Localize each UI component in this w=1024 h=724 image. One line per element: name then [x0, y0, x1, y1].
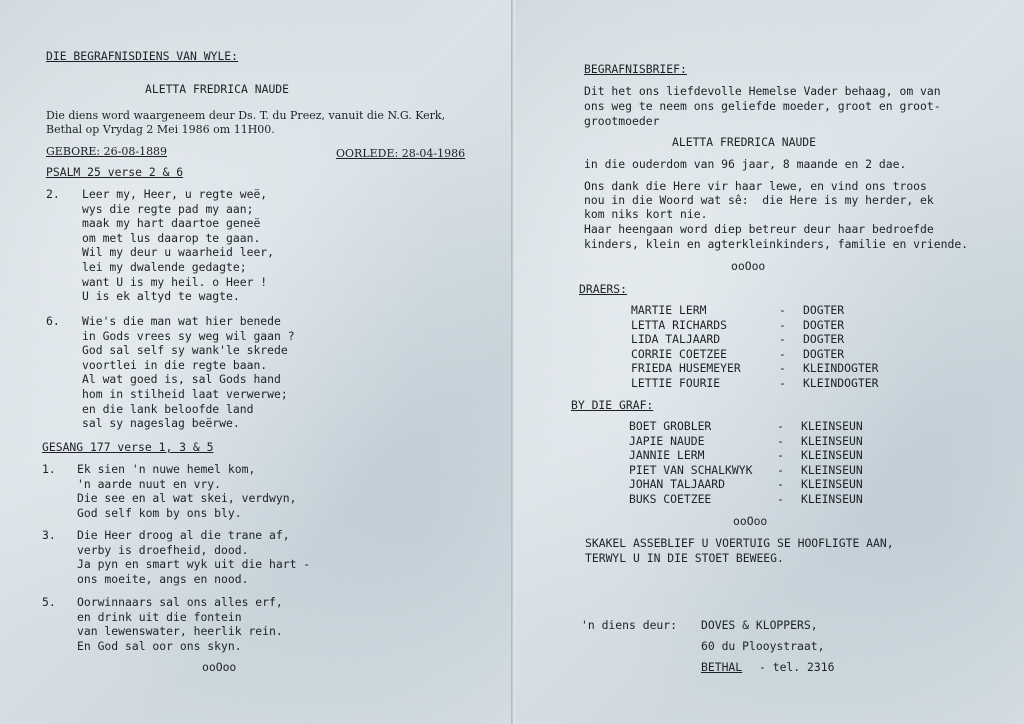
verse-line: in Gods vrees sy weg wil gaan ?: [82, 328, 295, 343]
end-mark: ooOoo: [202, 660, 237, 674]
thanks-line-4: Haar heengaan word diep betreur deur haar bedroefde: [584, 222, 934, 236]
grave-relation: KLEINSEUN: [801, 477, 863, 492]
psalm-verse-2: [82, 187, 274, 304]
verse-line: lei my dwalende gedagte;: [82, 259, 247, 274]
verse-line: Al wat goed is, sal Gods hand: [82, 372, 281, 387]
table-row: [629, 492, 863, 507]
verse-line: maak my hart daartoe geneë: [82, 216, 261, 231]
bearer-dash: -: [779, 332, 786, 347]
deceased-name: ALETTA FREDRICA NAUDE: [145, 82, 290, 96]
verse-line: en die lank beloofde land: [82, 401, 254, 416]
intro-line-3: grootmoeder: [584, 114, 660, 128]
thanks-line-3: kom niks kort nie.: [584, 207, 708, 221]
gesang-heading: GESANG 177 verse 1, 3 & 5: [42, 440, 214, 454]
table-row: [631, 332, 878, 347]
bearer-dash: -: [779, 375, 786, 390]
verse-line: Oorwinnaars sal ons alles erf,: [77, 595, 283, 609]
bearers-table: [631, 303, 878, 391]
grave-name: JOHAN TALJAARD: [629, 477, 726, 492]
notice-line-1: SKAKEL ASSEBLIEF U VOERTUIG SE HOOFLIGTE AAN,: [585, 536, 894, 550]
verse-number: 1.: [42, 462, 56, 476]
verse-line: sal sy nageslag beërwe.: [82, 416, 240, 431]
bearer-dash: -: [779, 303, 786, 317]
verse-line: om met lus daarop te gaan.: [82, 230, 261, 245]
verse-line: U is ek altyd te wagte.: [82, 289, 240, 304]
table-row: [629, 477, 863, 492]
verse-line: Ja pyn en smart wyk uit die hart -: [77, 557, 311, 572]
grave-heading: BY DIE GRAF:: [571, 398, 654, 412]
verse-line: Ek sien 'n nuwe hemel kom,: [77, 462, 256, 476]
gesang-verse-3: [77, 528, 310, 586]
intro-line-2: ons weg te neem ons geliefde moeder, groot en groot-: [584, 99, 941, 113]
verse-line: Die Heer droog al die trane af,: [77, 528, 290, 542]
table-row: [629, 419, 863, 434]
verse-number: 2.: [46, 187, 60, 201]
grave-relation: KLEINSEUN: [801, 491, 863, 506]
grave-relation: KLEINSEUN: [801, 448, 863, 463]
bearer-dash: -: [779, 317, 786, 332]
undertaker-tel: - tel. 2316: [759, 660, 835, 674]
undertaker-town: BETHAL: [701, 660, 743, 674]
grave-dash: -: [777, 448, 784, 463]
service-line-1: Die diens word waargeneem deur Ds. T. du Preez, vanuit die N.G. Kerk,: [46, 109, 446, 122]
verse-line: van lewenswater, heerlik rein.: [77, 624, 283, 639]
verse-line: wys die regte pad my aan;: [82, 201, 254, 216]
table-row: [629, 434, 863, 449]
age-line: in die ouderdom van 96 jaar, 8 maande en 2 dae.: [584, 157, 907, 171]
gesang-verse-1: [77, 462, 296, 520]
bearer-relation: DOGTER: [803, 303, 845, 317]
separator-mark: ooOoo: [733, 514, 768, 528]
bearer-name: FRIEDA HUSEMEYER: [631, 361, 741, 376]
bearer-name: CORRIE COETZEE: [631, 346, 728, 361]
verse-line: en drink uit die fontein: [77, 609, 242, 624]
verse-number: 3.: [42, 528, 56, 542]
verse-line: hom in stilheid laat verwerwe;: [82, 386, 288, 401]
grave-name: JANNIE LERM: [629, 448, 705, 463]
intro-line-1: Dit het ons liefdevolle Hemelse Vader behaag, om van: [584, 84, 941, 98]
thanks-line-2: nou in die Woord wat sê: die Here is my herder, ek: [584, 193, 934, 207]
verse-line: verby is droefheid, dood.: [77, 542, 249, 557]
right-page: [515, 0, 1024, 724]
verse-line: God sal self sy wank'le skrede: [82, 343, 288, 358]
deceased-name: ALETTA FREDRICA NAUDE: [672, 135, 817, 149]
bearer-relation: DOGTER: [803, 317, 845, 332]
born-date: GEBORE: 26-08-1889: [46, 145, 168, 158]
service-line-2: Bethal op Vrydag 2 Mei 1986 om 11H00.: [46, 123, 275, 136]
verse-line: God self kom by ons bly.: [77, 505, 242, 520]
table-row: [631, 376, 878, 391]
table-row: [629, 448, 863, 463]
verse-line: Wie's die man wat hier benede: [82, 314, 281, 328]
verse-line: En God sal oor ons skyn.: [77, 638, 242, 653]
grave-name: JAPIE NAUDE: [629, 433, 705, 448]
died-date: OORLEDE: 28-04-1986: [336, 147, 466, 160]
verse-line: voortlei in die regte baan.: [82, 357, 268, 372]
left-page: [0, 0, 511, 724]
verse-line: want U is my heil. o Heer !: [82, 274, 268, 289]
grave-relation: KLEINSEUN: [801, 419, 863, 433]
grave-name: BUKS COETZEE: [629, 491, 712, 506]
service-by-label: 'n diens deur:: [581, 618, 678, 632]
bearer-relation: DOGTER: [803, 346, 845, 361]
bearer-name: LETTA RICHARDS: [631, 317, 728, 332]
bearer-name: LIDA TALJAARD: [631, 332, 721, 347]
verse-line: Wil my deur u waarheid leer,: [82, 245, 275, 260]
right-heading: BEGRAFNISBRIEF:: [584, 62, 687, 76]
grave-relation: KLEINSEUN: [801, 433, 863, 448]
grave-table: [629, 419, 863, 507]
verse-line: Die see en al wat skei, verdwyn,: [77, 491, 297, 506]
table-row: [631, 318, 878, 333]
grave-name: BOET GROBLER: [629, 419, 712, 433]
bearer-relation: DOGTER: [803, 332, 845, 347]
table-row: [629, 463, 863, 478]
bearer-relation: KLEINDOGTER: [803, 361, 879, 376]
bearer-relation: KLEINDOGTER: [803, 375, 879, 390]
psalm-heading: PSALM 25 verse 2 & 6: [46, 165, 184, 179]
grave-dash: -: [777, 419, 784, 433]
verse-line: ons moeite, angs en nood.: [77, 571, 249, 586]
grave-dash: -: [777, 477, 784, 492]
thanks-line-5: kinders, klein en agterkleinkinders, familie en vriende.: [584, 237, 969, 251]
gesang-verse-5: [77, 595, 283, 653]
table-row: [631, 303, 878, 318]
thanks-line-1: Ons dank die Here vir haar lewe, en vind ons troos: [584, 179, 927, 193]
notice-line-2: TERWYL U IN DIE STOET BEWEEG.: [585, 551, 784, 565]
bearers-heading: DRAERS:: [579, 282, 628, 296]
grave-dash: -: [777, 491, 784, 506]
verse-line: 'n aarde nuut en vry.: [77, 476, 222, 491]
grave-name: PIET VAN SCHALKWYK: [629, 462, 753, 477]
bearer-name: MARTIE LERM: [631, 303, 707, 317]
table-row: [631, 361, 878, 376]
grave-relation: KLEINSEUN: [801, 462, 863, 477]
verse-number: 5.: [42, 595, 56, 609]
bearer-name: LETTIE FOURIE: [631, 375, 721, 390]
grave-dash: -: [777, 433, 784, 448]
table-row: [631, 347, 878, 362]
undertaker-name: DOVES & KLOPPERS,: [701, 618, 818, 632]
grave-dash: -: [777, 462, 784, 477]
psalm-verse-6: [82, 314, 295, 431]
left-heading: DIE BEGRAFNISDIENS VAN WYLE:: [46, 49, 239, 63]
verse-line: Leer my, Heer, u regte weë,: [82, 187, 268, 201]
undertaker-address: 60 du Plooystraat,: [701, 639, 825, 653]
bearer-dash: -: [779, 361, 786, 376]
verse-number: 6.: [46, 314, 60, 328]
separator-mark: ooOoo: [731, 259, 766, 273]
bearer-dash: -: [779, 346, 786, 361]
